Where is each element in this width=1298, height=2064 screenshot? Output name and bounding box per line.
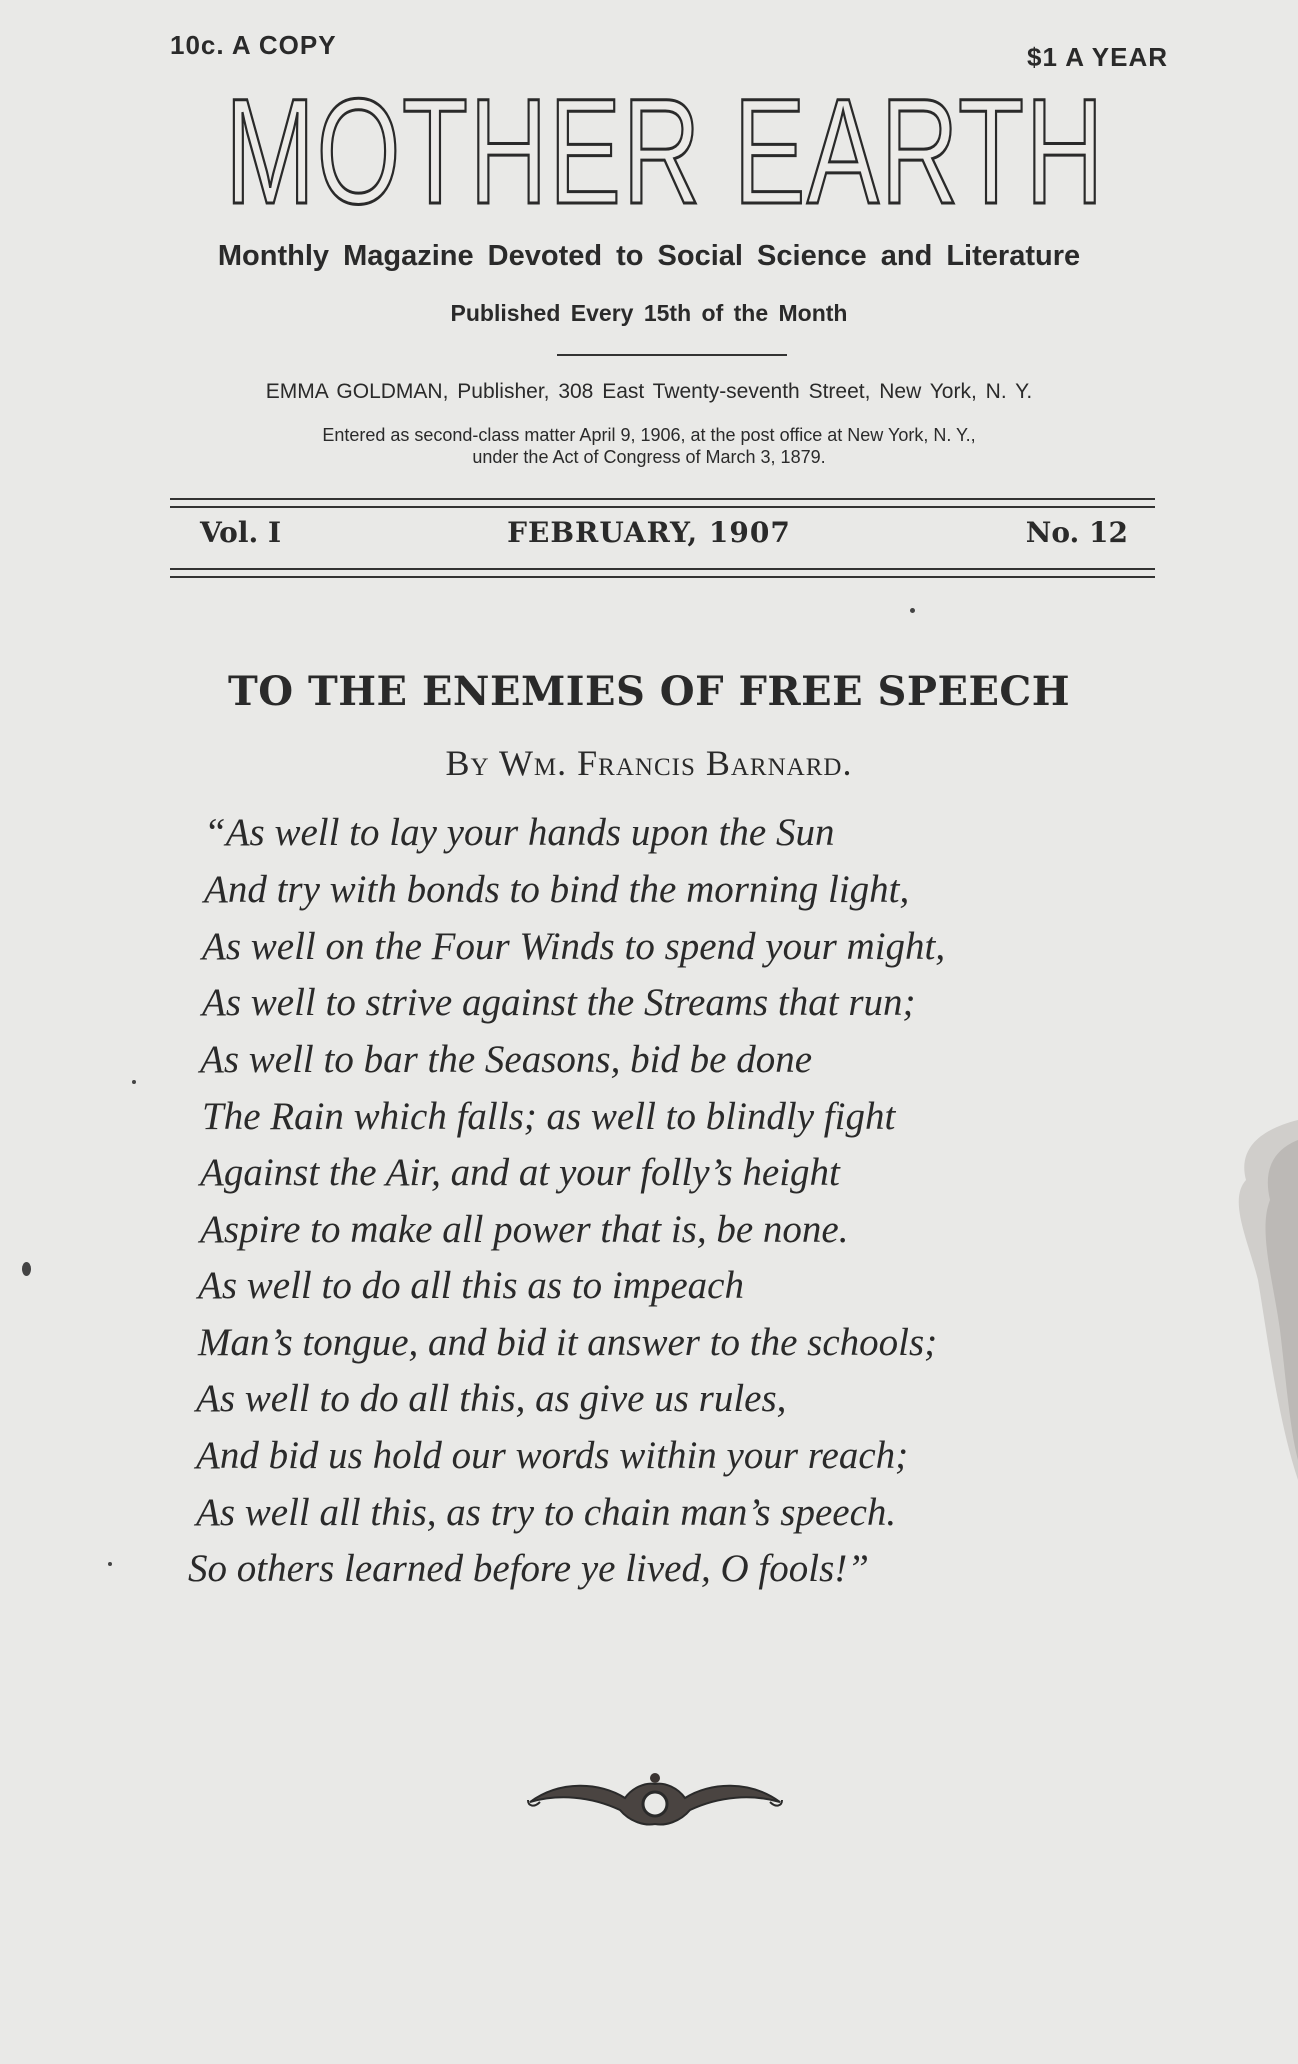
poem-line: Against the Air, and at your folly’s height [200, 1151, 840, 1194]
postal-entry-notice [0, 424, 1298, 468]
thumb-shadow [1218, 1120, 1298, 1480]
ink-blot [22, 1262, 31, 1276]
print-speck [108, 1562, 112, 1566]
poem-line: As well on the Four Winds to spend your might, [202, 925, 946, 968]
postal-entry-line-1: Entered as second-class matter April 9, 1906, at the post office at New York, N. Y., [322, 425, 976, 445]
poem-line: As well to bar the Seasons, bid be done [200, 1038, 813, 1081]
publication-schedule: Published Every 15th of the Month [450, 300, 848, 326]
publisher-info: EMMA GOLDMAN, Publisher, 308 East Twenty-seventh Street, New York, N. Y. [265, 380, 1033, 403]
issue-rule-bottom [170, 568, 1155, 578]
ornament-icon [520, 1760, 790, 1840]
price-per-year: $1 A YEAR [1027, 42, 1168, 72]
masthead-logo [215, 68, 1115, 228]
issue-volume: Vol. I [200, 516, 282, 549]
poem-line: “As well to lay your hands upon the Sun [204, 811, 835, 854]
issue-number: No. 12 [1025, 516, 1128, 549]
price-per-copy: 10c. A COPY [170, 30, 337, 60]
masthead-title: MOTHER EARTH [225, 68, 1105, 228]
masthead-svg [215, 68, 1115, 228]
issue-date: FEBRUARY, 1907 [507, 516, 791, 549]
magazine-subtitle: Monthly Magazine Devoted to Social Science and Literature [217, 240, 1081, 272]
postal-entry-line-2: under the Act of Congress of March 3, 1879. [472, 447, 826, 467]
print-speck [132, 1080, 136, 1084]
poem-line: The Rain which falls; as well to blindly fight [202, 1095, 896, 1138]
print-speck [910, 608, 915, 613]
poem-line: As well to do all this as to impeach [198, 1264, 744, 1307]
issue-rule-top [170, 498, 1155, 508]
poem-line: Aspire to make all power that is, be none. [200, 1208, 849, 1251]
header-divider [557, 354, 787, 356]
poem-line: Man’s tongue, and bid it answer to the schools; [198, 1321, 938, 1364]
poem-title: TO THE ENEMIES OF FREE SPEECH [227, 668, 1071, 715]
poem-line: And try with bonds to bind the morning light, [204, 868, 910, 911]
poem-line: As well to strive against the Streams that run; [202, 981, 916, 1024]
poem-line: As well all this, as try to chain man’s speech. [196, 1491, 897, 1534]
poem-line: And bid us hold our words within your reach; [196, 1434, 909, 1477]
poem-byline: By Wm. Francis Barnard. [445, 743, 853, 783]
poem-line: As well to do all this, as give us rules, [196, 1377, 787, 1420]
poem-line: So others learned before ye lived, O fools!” [188, 1547, 869, 1590]
